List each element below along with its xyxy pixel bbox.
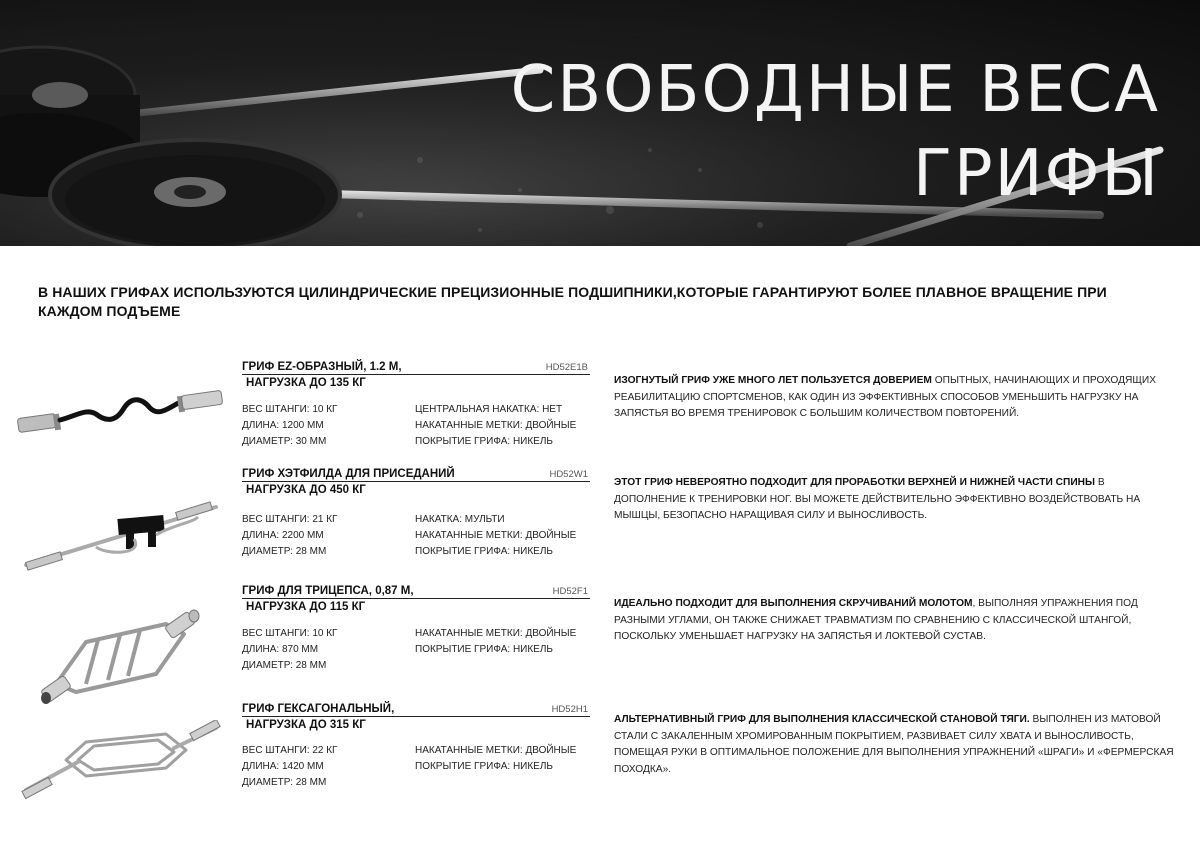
spec-knurl-marks: НАКАТАННЫЕ МЕТКИ: ДВОЙНЫЕ <box>415 530 577 541</box>
product-code: HD52E1B <box>545 362 588 373</box>
hex-bar-image <box>16 720 226 805</box>
hero-banner <box>0 0 1200 246</box>
hatfield-bar-image <box>16 495 226 580</box>
spec-knurl: НАКАТКА: МУЛЬТИ <box>415 514 505 525</box>
spec-coating: ПОКРЫТИЕ ГРИФА: НИКЕЛЬ <box>415 546 553 557</box>
title-line-2: ГРИФЫ <box>912 137 1160 211</box>
spec-weight: ВЕС ШТАНГИ: 10 КГ <box>242 628 338 639</box>
triceps-bar-image <box>16 604 226 714</box>
page-title <box>511 48 1160 216</box>
title-line-1: СВОБОДНЫЕ ВЕСА <box>510 53 1160 127</box>
product-code: HD52W1 <box>549 469 588 480</box>
spec-length: ДЛИНА: 2200 ММ <box>242 530 324 541</box>
product-header <box>242 360 590 375</box>
product-description: АЛЬТЕРНАТИВНЫЙ ГРИФ ДЛЯ ВЫПОЛНЕНИЯ КЛАССИЧЕСКОЙ СТАНОВОЙ ТЯГИ. ВЫПОЛНЕН ИЗ МАТОВОЙ СТАЛИ С ЗАКАЛЕННЫМ ХРОМИРОВАННЫМ ПОКРЫТИЕМ, РАЗВИВАЕТ СИЛУ ХВАТА И ВЫНОСЛИВОСТЬ, ПОМЕЩАЯ РУКИ В ОПТИМАЛЬНОЕ ПОЛОЖЕНИЕ ДЛЯ ВЫПОЛНЕНИЯ УПРАЖНЕНИЙ «ШРАГИ» И «ФЕРМЕРСКАЯ ПОХОДКА». <box>614 714 1174 775</box>
product-name: ГРИФ ДЛЯ ТРИЦЕПСА, 0,87 М, <box>242 585 414 597</box>
product-name: ГРИФ ХЭТФИЛДА ДЛЯ ПРИСЕДАНИЙ <box>242 468 455 480</box>
product-header <box>242 584 590 599</box>
spec-coating: ПОКРЫТИЕ ГРИФА: НИКЕЛЬ <box>415 761 553 772</box>
product-load: НАГРУЗКА ДО 115 КГ <box>246 601 366 613</box>
spec-coating: ПОКРЫТИЕ ГРИФА: НИКЕЛЬ <box>415 436 553 447</box>
product-description: ЭТОТ ГРИФ НЕВЕРОЯТНО ПОДХОДИТ ДЛЯ ПРОРАБОТКИ ВЕРХНЕЙ И НИЖНЕЙ ЧАСТИ СПИНЫ В ДОПОЛНЕНИЕ К ТРЕНИРОВКИ НОГ. ВЫ МОЖЕТЕ ДЕЙСТВИТЕЛЬНО ЭФФЕКТИВНО ВОЗДЕЙСТВОВАТЬ НА МЫШЦЫ, БЕЗОПАСНО НАРАЩИВАЯ СИЛУ И ВЫНОСЛИВОСТЬ. <box>614 477 1141 521</box>
spec-knurl-marks: НАКАТАННЫЕ МЕТКИ: ДВОЙНЫЕ <box>415 420 577 431</box>
product-load: НАГРУЗКА ДО 135 КГ <box>246 377 366 389</box>
product-code: HD52H1 <box>551 704 588 715</box>
ez-bar-image <box>16 380 226 445</box>
spec-diameter: ДИАМЕТР: 28 ММ <box>242 546 327 557</box>
product-header <box>242 702 590 717</box>
spec-length: ДЛИНА: 1420 ММ <box>242 761 324 772</box>
spec-weight: ВЕС ШТАНГИ: 21 КГ <box>242 514 338 525</box>
product-description: ИДЕАЛЬНО ПОДХОДИТ ДЛЯ ВЫПОЛНЕНИЯ СКРУЧИВАНИЙ МОЛОТОМ, ВЫПОЛНЯЯ УПРАЖНЕНИЯ ПОД РАЗНЫМИ УГЛАМИ, ОН ТАКЖЕ СНИЖАЕТ ТРАВМАТИЗМ ПО СРАВНЕНИЮ С КЛАССИЧЕСКОЙ ШТАНГОЙ, ПОСКОЛЬКУ УМЕНЬШАЕТ НАГРУЗКУ НА ЗАПЯСТЬЯ И ЛОКТЕВОЙ СУСТАВ. <box>614 598 1138 642</box>
spec-weight: ВЕС ШТАНГИ: 10 КГ <box>242 404 338 415</box>
intro-text: В НАШИХ ГРИФАХ ИСПОЛЬЗУЮТСЯ ЦИЛИНДРИЧЕСКИЕ ПРЕЦИЗИОННЫЕ ПОДШИПНИКИ,КОТОРЫЕ ГАРАНТИРУЮТ БОЛЕЕ ПЛАВНОЕ ВРАЩЕНИЕ ПРИ КАЖДОМ ПОДЪЕМЕ <box>38 284 1107 319</box>
product-load: НАГРУЗКА ДО 450 КГ <box>246 484 366 496</box>
product-name: ГРИФ ГЕКСАГОНАЛЬНЫЙ, <box>242 703 395 715</box>
spec-diameter: ДИАМЕТР: 28 ММ <box>242 777 327 788</box>
product-load: НАГРУЗКА ДО 315 КГ <box>246 719 366 731</box>
spec-diameter: ДИАМЕТР: 30 ММ <box>242 436 327 447</box>
spec-knurl-marks: НАКАТАННЫЕ МЕТКИ: ДВОЙНЫЕ <box>415 628 577 639</box>
spec-coating: ПОКРЫТИЕ ГРИФА: НИКЕЛЬ <box>415 644 553 655</box>
spec-knurl-marks: НАКАТАННЫЕ МЕТКИ: ДВОЙНЫЕ <box>415 745 577 756</box>
product-code: HD52F1 <box>552 586 588 597</box>
product-name: ГРИФ EZ-ОБРАЗНЫЙ, 1.2 М, <box>242 361 402 373</box>
product-header <box>242 467 590 482</box>
spec-length: ДЛИНА: 870 ММ <box>242 644 319 655</box>
spec-center-knurl: ЦЕНТРАЛЬНАЯ НАКАТКА: НЕТ <box>415 404 563 415</box>
product-description: ИЗОГНУТЫЙ ГРИФ УЖЕ МНОГО ЛЕТ ПОЛЬЗУЕТСЯ ДОВЕРИЕМ ОПЫТНЫХ, НАЧИНАЮЩИХ И ПРОХОДЯЩИХ РЕАБИЛИТАЦИЮ СПОРТСМЕНОВ, КАК ОДИН ИЗ ЭФФЕКТИВНЫХ СПОСОБОВ УМЕНЬШИТЬ НАГРУЗКУ НА ЗАПЯСТЬЯ ВО ВРЕМЯ ТРЕНИРОВОК С БОЛЬШИМ КОЛИЧЕСТВОМ ПОВТОРЕНИЙ. <box>614 375 1157 419</box>
spec-diameter: ДИАМЕТР: 28 ММ <box>242 660 327 671</box>
spec-length: ДЛИНА: 1200 ММ <box>242 420 324 431</box>
spec-weight: ВЕС ШТАНГИ: 22 КГ <box>242 745 338 756</box>
